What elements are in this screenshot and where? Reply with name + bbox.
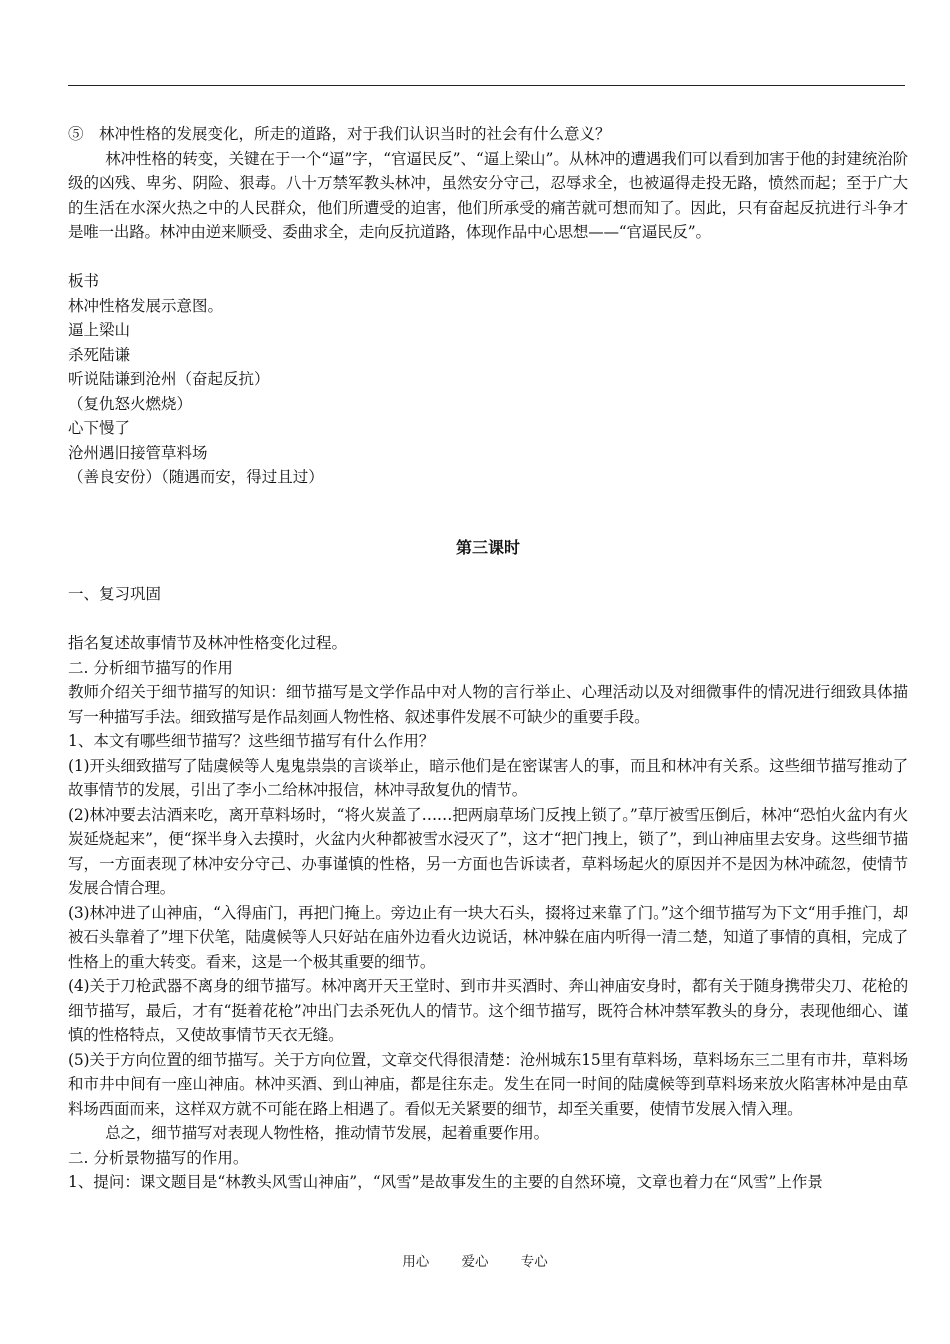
document-body — [68, 122, 908, 1195]
question-1: 1、本文有哪些细节描写？这些细节描写有什么作用？ — [68, 732, 435, 750]
detail-heading: 二. 分析细节描写的作用 — [68, 658, 233, 677]
detail-point: (3)林冲进了山神庙，“入得庙门，再把门掩上。旁边止有一块大石头，掇将过来靠了门。”这个细节描写为下文“用手推门，却被石头靠着了”埋下伏笔，陆虞候等人只好站在庙外边看火边说话，林冲躲在庙内听得一清二楚，知道了事情的真相，完成了性格上的重大转变。看来，这是一个极其重要的细节。 — [68, 903, 908, 971]
summary-text: 总之，细节描写对表现人物性格，推动情节发展，起着重要作用。 — [105, 1124, 549, 1142]
footer-item: 用心 — [402, 1254, 430, 1270]
footer-item: 专心 — [520, 1254, 548, 1270]
board-line: 逼上梁山 — [68, 321, 131, 339]
spacer — [68, 245, 908, 270]
scenery-question: 1、提问：课文题目是“林教头风雪山神庙”，“风雪”是故事发生的主要的自然环境，文章也着力在“风雪”上作景 — [68, 1173, 823, 1191]
header-rule — [68, 85, 905, 86]
answer-5: 林冲性格的转变，关键在于一个“逼”字，“官逼民反”、“逼上梁山”。从林冲的遭遇我们可以看到加害于他的封建统治阶级的凶残、卑劣、阴险、狠毒。八十万禁军教头林冲，虽然安分守己，忍辱求全，也被逼得走投无路，愤然而起；至于广大的生活在水深火热之中的人民群众，他们所遭受的迫害，他们所承受的痛苦就可想而知了。因此，只有奋起反抗进行斗争才是唯一出路。林冲由逆来顺受、委曲求全，走向反抗道路，体现作品中心思想——“官逼民反”。 — [68, 149, 908, 241]
board-line: 听说陆谦到沧州（奋起反抗） — [68, 370, 270, 388]
board-line: （复仇怒火燃烧） — [68, 394, 193, 413]
detail-intro: 教师介绍关于细节描写的知识：细节描写是文学作品中对人物的言行举止、心理活动以及对细微事件的情况进行细致具体描写一种描写手法。细致描写是作品刻画人物性格、叙述事件发展不可缺少的重要手段。 — [68, 683, 908, 726]
board-line: 沧州遇旧接管草料场 — [68, 443, 208, 462]
review-text: 指名复述故事情节及林冲性格变化过程。 — [68, 634, 348, 652]
board-line: 杀死陆谦 — [68, 345, 131, 364]
board-line: （善良安份）（随遇而安，得过且过） — [68, 468, 324, 486]
spacer — [68, 514, 908, 536]
spacer — [68, 560, 908, 582]
review-heading: 一、复习巩固 — [68, 585, 162, 603]
spacer — [68, 490, 908, 515]
lesson-title: 第三课时 — [455, 538, 520, 557]
question-5: ⑤ 林冲性格的发展变化，所走的道路，对于我们认识当时的社会有什么意义？ — [68, 125, 611, 143]
page-footer — [0, 1250, 950, 1270]
detail-point: (4)关于刀枪武器不离身的细节描写。林冲离开天王堂时、到市井买酒时、奔山神庙安身时，都有关于随身携带尖刀、花枪的细节描写，最后，才有“挺着花枪”冲出门去杀死仇人的情节。这个细节描写，既符合林冲禁军教头的身分，表现他细心、谨慎的性格特点，又使故事情节天衣无缝。 — [68, 977, 908, 1044]
detail-point: (5)关于方向位置的细节描写。关于方向位置，文章交代得很清楚：沧州城东15里有草料场，草料场东三二里有市井，草料场和市井中间有一座山神庙。林冲买酒、到山神庙，都是往东走。发生在同一时间的陆虞候等到草料场来放火陷害林冲是由草料场西面而来，这样双方就不可能在路上相遇了。看似无关紧要的细节，却至关重要，使情节发展入情入理。 — [68, 1050, 908, 1118]
board-line: 林冲性格发展示意图。 — [68, 296, 224, 315]
footer-item: 爱心 — [461, 1254, 489, 1270]
board-heading: 板书 — [68, 272, 100, 290]
spacer — [68, 607, 908, 632]
scenery-heading: 二. 分析景物描写的作用。 — [68, 1148, 249, 1167]
board-line: 心下慢了 — [68, 419, 131, 437]
detail-point: (1)开头细致描写了陆虞候等人鬼鬼祟祟的言谈举止，暗示他们是在密谋害人的事，而且和林冲有关系。这些细节描写推动了故事情节的发展，引出了李小二给林冲报信，林冲寻敌复仇的情节。 — [68, 756, 908, 799]
detail-point: (2)林冲要去沽酒来吃，离开草料场时，“将火炭盖了……把两扇草场门反拽上锁了。”草厅被雪压倒后，林冲“恐怕火盆内有火炭延烧起来”，便“探半身入去摸时，火盆内火种都被雪水浸灭了”，这才“把门拽上，锁了”，到山神庙里去安身。这些细节描写，一方面表现了林冲安分守己、办事谨慎的性格，另一方面也告诉读者，草料场起火的原因并不是因为林冲疏忽，使情节发展合情合理。 — [68, 805, 908, 897]
